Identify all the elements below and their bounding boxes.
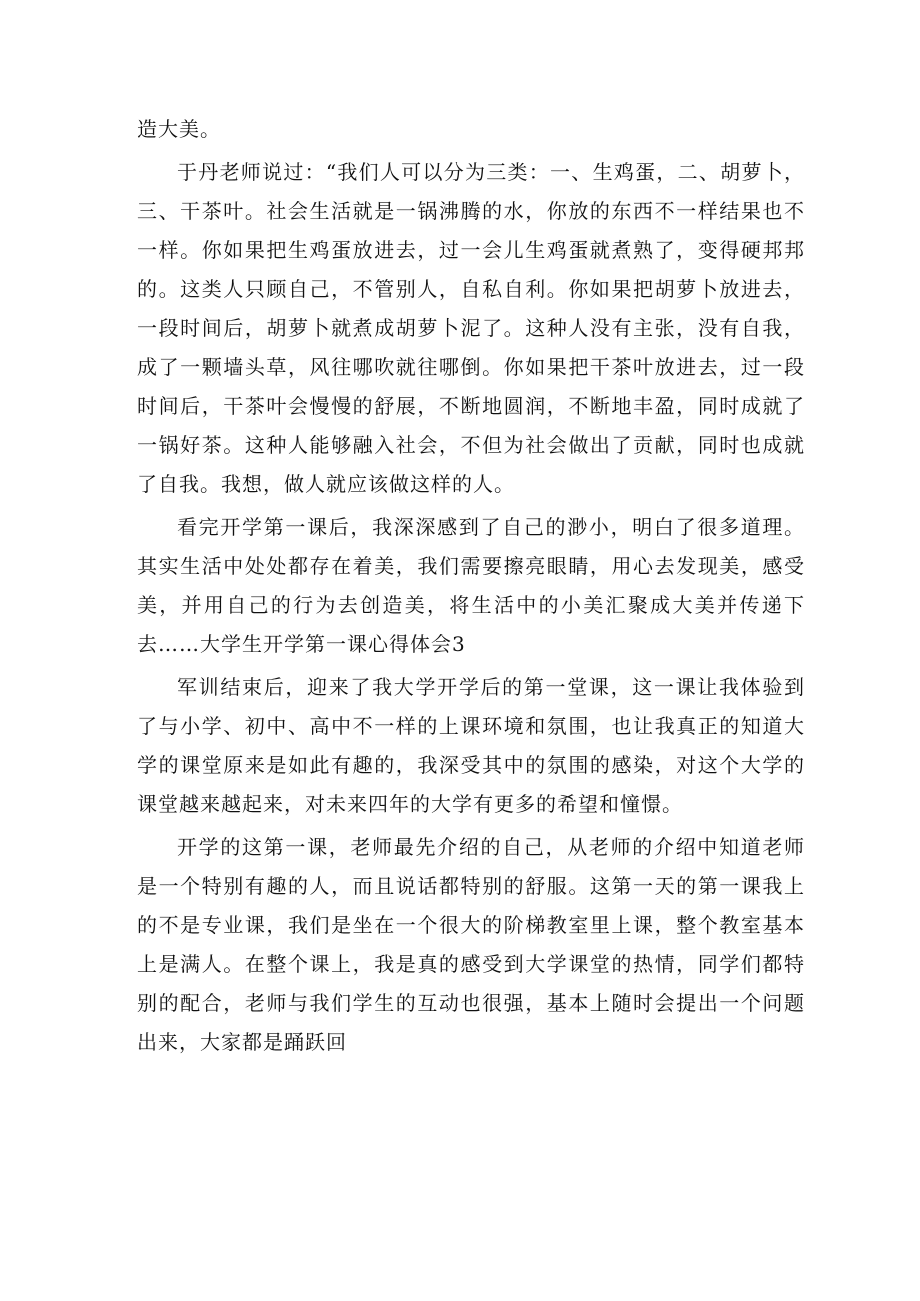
paragraph-1: 造大美。 xyxy=(137,117,221,141)
paragraph-5: 开学的这第一课，老师最先介绍的自己，从老师的介绍中知道老师是一个特别有趣的人，而且说话都特别的舒服。这第一天的第一课我上的不是专业课，我们是坐在一个很大的阶梯教室里上课，整个教室基本上是满人。在整个课上，我是真的感受到大学课堂的热情，同学们都特别的配合，老师与我们学生的互动也很强，基本上随时会提出一个问题出来，大家都是踊跃回 xyxy=(137,835,805,1054)
paragraph-2: 于丹老师说过：“我们人可以分为三类：一、生鸡蛋，二、胡萝卜，三、干茶叶。社会生活就是一锅沸腾的水，你放的东西不一样结果也不一样。你如果把生鸡蛋放进去，过一会儿生鸡蛋就煮熟了，变得硬邦邦的。这类人只顾自己，不管别人，自私自利。你如果把胡萝卜放进去，一段时间后，胡萝卜就煮成胡萝卜泥了。这种人没有主张，没有自我，成了一颗墙头草，风往哪吹就往哪倒。你如果把干茶叶放进去，过一段时间后，干茶叶会慢慢的舒展，不断地圆润，不断地丰盈，同时成就了一锅好茶。这种人能够融入社会，不但为社会做出了贡献，同时也成就了自我。我想，做人就应该做这样的人。 xyxy=(137,160,805,496)
paragraph-4: 军训结束后，迎来了我大学开学后的第一堂课，这一课让我体验到了与小学、初中、高中不一样的上课环境和氛围，也让我真正的知道大学的课堂原来是如此有趣的，我深受其中的氛围的感染，对这个大学的课堂越来越起来，对未来四年的大学有更多的希望和憧憬。 xyxy=(137,675,805,816)
paragraph-3: 看完开学第一课后，我深深感到了自己的渺小，明白了很多道理。其实生活中处处都存在着美，我们需要擦亮眼睛，用心去发现美，感受美，并用自己的行为去创造美，将生活中的小美汇聚成大美并传递下去……大学生开学第一课心得体会3 xyxy=(137,515,805,656)
